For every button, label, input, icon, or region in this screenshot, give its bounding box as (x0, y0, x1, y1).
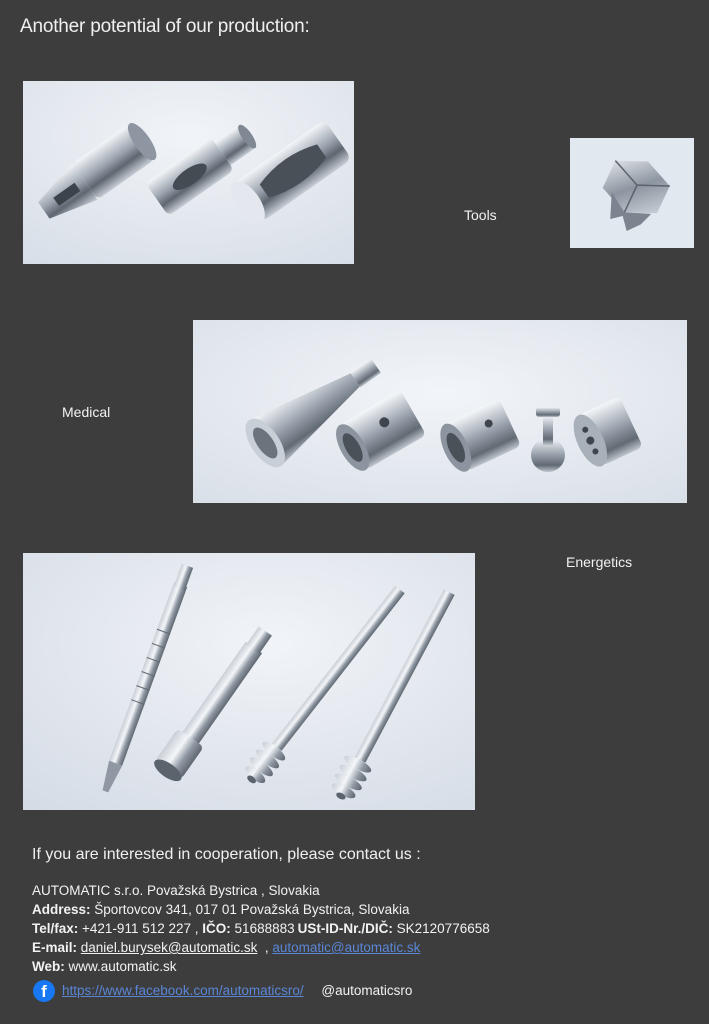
telfax-label: Tel/fax: (32, 921, 79, 936)
email-line (32, 939, 420, 956)
vat-label: USt-ID-Nr./DIČ: (297, 921, 393, 936)
facebook-icon[interactable]: f (33, 980, 55, 1002)
telfax-line (32, 920, 490, 937)
vat-value: SK2120776658 (396, 921, 490, 936)
address-line (32, 901, 409, 918)
medical-label: Medical (62, 404, 111, 420)
email-label: E-mail: (32, 940, 78, 955)
facebook-link[interactable]: https://www.facebook.com/automaticsro/ (62, 983, 304, 998)
contact-heading: If you are interested in cooperation, please contact us : (32, 846, 421, 863)
tools-parts-illustration (23, 81, 354, 264)
address-value: Športovcov 341, 017 01 Považská Bystrica, Slovakia (94, 902, 410, 917)
page-title: Another potential of our production: (20, 16, 310, 37)
energetics-parts-photo (23, 553, 475, 810)
telfax-value: +421-911 512 227 , (82, 921, 199, 936)
web-label: Web: (32, 959, 65, 974)
web-line (32, 958, 177, 975)
tool-bit-photo (570, 138, 694, 248)
tools-label: Tools (464, 207, 497, 223)
tool-bit-illustration (570, 138, 694, 248)
address-label: Address: (32, 902, 91, 917)
ico-label: IČO: (202, 921, 231, 936)
email-link-secondary[interactable]: automatic@automatic.sk (272, 940, 421, 955)
medical-parts-illustration (193, 320, 687, 503)
company-name (32, 882, 320, 899)
email-link-primary[interactable]: daniel.burysek@automatic.sk (80, 940, 258, 955)
medical-parts-photo (193, 320, 687, 503)
ico-value: 51688883 (234, 921, 295, 936)
facebook-handle: @automaticsro (321, 983, 413, 998)
company-text: AUTOMATIC s.r.o. Považská Bystrica , Slovakia (32, 883, 320, 898)
energetics-parts-illustration (23, 553, 475, 810)
email-separator: , (264, 940, 269, 955)
tools-parts-photo (23, 81, 354, 264)
facebook-line (62, 982, 412, 999)
energetics-label: Energetics (566, 554, 633, 570)
web-link[interactable]: www.automatic.sk (68, 959, 177, 974)
